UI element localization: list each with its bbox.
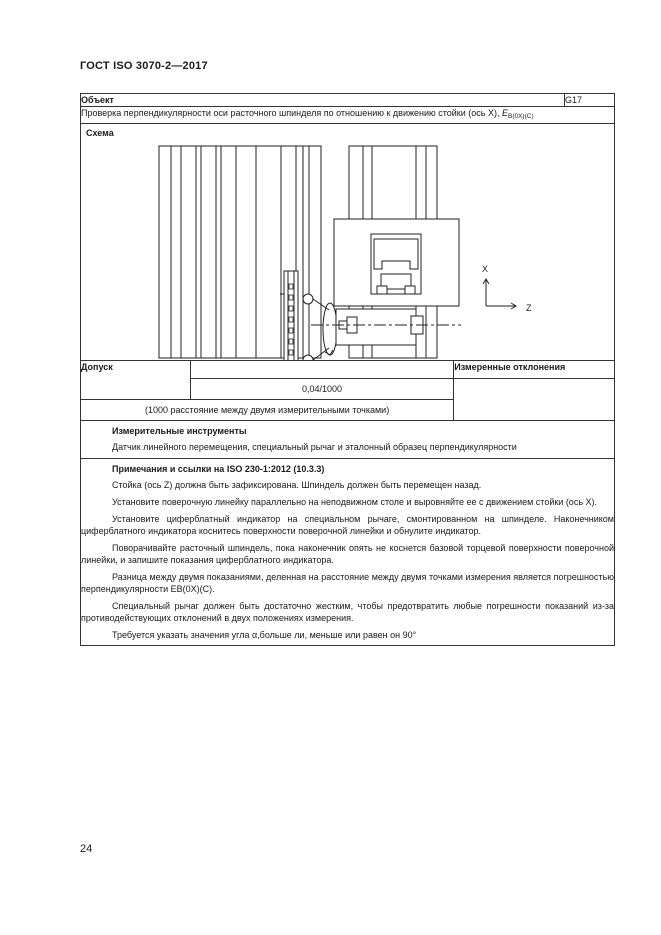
schema-box xyxy=(81,124,614,360)
instruments-cell xyxy=(81,421,615,459)
axis-x-label: X xyxy=(482,264,489,274)
tolerance-label: Допуск xyxy=(81,361,191,400)
object-row xyxy=(81,94,615,107)
notes-cell xyxy=(81,459,615,646)
notes-title: Примечания и ссылки на ISO 230-1:2012 (10.3.3) xyxy=(112,464,325,474)
tolerance-value: 0,04/1000 xyxy=(190,379,453,400)
measured-deviations-value[interactable] xyxy=(454,379,615,421)
object-description: Проверка перпендикулярности оси расточного шпинделя по отношению к движению стойки (ось X), xyxy=(81,108,502,118)
measured-deviations-label: Измеренные отклонения xyxy=(454,361,615,379)
note-paragraph: Поворачивайте расточный шпиндель, пока наконечник опять не коснется базовой торцевой поверхности поверочной линейки, и запишите показания циферблатного индикатора. xyxy=(81,543,614,565)
note-paragraph: Разница между двумя показаниями, деленная на расстояние между двумя точками измерения является погрешностью перпендикулярности EB(0X)(C). xyxy=(81,572,614,594)
page-number: 24 xyxy=(80,843,93,855)
rotation-arrow xyxy=(323,303,337,355)
note-paragraph: Специальный рычаг должен быть достаточно жестким, чтобы предотвратить любые погрешности показаний из-за противодействующих отклонений в двух положениях измерения. xyxy=(81,601,614,623)
symbol-subscript: B(0X)(C) xyxy=(507,113,534,120)
document-header: ГОСТ ISO 3070-2—2017 xyxy=(80,60,208,72)
note-paragraph: Установите циферблатный индикатор на специальном рычаге, смонтированном на шпинделе. Наконечником циферблатного индикатора коснитесь поверхности поверочной линейки и обнулите индикатор. xyxy=(81,514,614,536)
schema-label: Схема xyxy=(86,128,114,138)
description-row xyxy=(81,107,615,124)
object-label: Объект xyxy=(81,94,565,107)
axis-z-label: Z xyxy=(526,303,532,313)
test-form-table xyxy=(80,93,615,646)
note-paragraph: Установите поверочную линейку параллельно на неподвижном столе и выровняйте ее с движением стойки (ось X). xyxy=(112,497,598,507)
tolerance-note: (1000 расстояние между двумя измерительными точками) xyxy=(81,400,454,421)
tolerance-header-row xyxy=(81,361,615,379)
notes-row xyxy=(81,459,615,646)
schema-cell xyxy=(81,124,615,361)
object-code: G17 xyxy=(565,94,615,107)
indicator-tip-upper xyxy=(303,294,313,304)
schema-row xyxy=(81,124,615,361)
instruments-title: Измерительные инструменты xyxy=(112,426,247,436)
instruments-text: Датчик линейного перемещения, специальный рычаг и эталонный образец перпендикулярности xyxy=(112,442,517,452)
note-paragraph: Требуется указать значения угла α,больше ли, меньше или равен он 90° xyxy=(112,630,417,640)
instruments-row xyxy=(81,421,615,459)
symbol-e: E xyxy=(501,108,508,118)
schema-drawing xyxy=(81,124,614,360)
object-description-cell xyxy=(81,107,615,124)
tolerance-blank-cell xyxy=(190,361,453,379)
note-paragraph: Стойка (ось Z) должна быть зафиксирована. Шпиндель должен быть перемещен назад. xyxy=(112,480,482,490)
